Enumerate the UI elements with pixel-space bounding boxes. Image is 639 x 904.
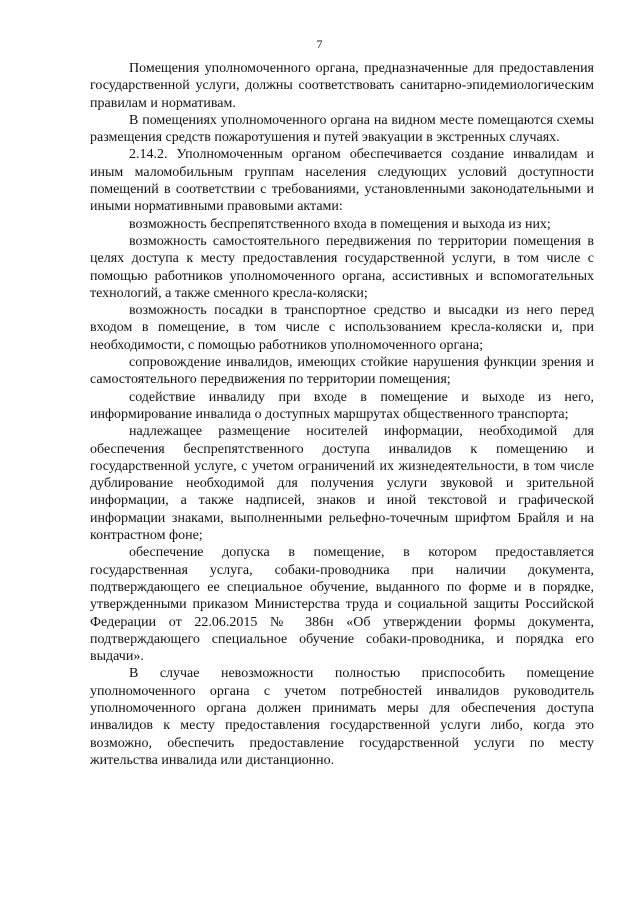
paragraph-impossibility-case: В случае невозможности полностью приспособить помещение уполномоченного органа с учетом потребностей инвалидов руководитель уполномоченного органа должен принимать меры для обеспечения доступа инвалидов к месту предоставления государственной услуги либо, когда это возможно, обеспечить предоставление государственной услуги по месту жительства инвалида или дистанционно. bbox=[90, 666, 594, 768]
paragraph-escort: сопровождение инвалидов, имеющих стойкие нарушения функции зрения и самостоятельного передвижения по территории помещения; bbox=[90, 355, 594, 388]
paragraph-guide-dog: обеспечение допуска в помещение, в котором предоставляется государственная услуга, собаки-проводника при наличии документа, подтверждающего ее специальное обучение, выданного по форме и в порядке, утвержденными приказом Министерства труда и социальной защиты Российской Федерации от 22.06.2015 № 386н «Об утверждении формы документа, подтверждающего специальное обучение собаки-проводника, и порядка его выдачи». bbox=[90, 545, 594, 665]
paragraph-premises-sanitary: Помещения уполномоченного органа, предназначенные для предоставления государственной услуги, должны соответствовать санитарно-эпидемиологическим правилам и нормативам. bbox=[90, 61, 594, 111]
paragraph-transport-boarding: возможность посадки в транспортное средство и высадки из него перед входом в помещение, в том числе с использованием кресла-коляски и, при необходимости, с помощью работников уполномоченного органа; bbox=[90, 303, 594, 353]
paragraph-assistance-informing: содействие инвалиду при входе в помещение и выходе из него, информирование инвалида о доступных маршрутах общественного транспорта; bbox=[90, 389, 594, 422]
document-body bbox=[90, 60, 594, 769]
paragraph-section-2-14-2: 2.14.2. Уполномоченным органом обеспечивается создание инвалидам и иным маломобильным группам населения следующих условий доступности помещений в соответствии с требованиями, установленными законодательными и иными нормативными правовыми актами: bbox=[90, 147, 594, 215]
paragraph-entry-exit: возможность беспрепятственного входа в помещения и выхода из них; bbox=[129, 216, 551, 232]
paragraph-evacuation-schemes: В помещениях уполномоченного органа на видном месте помещаются схемы размещения средств пожаротушения и путей эвакуации в экстренных случаях. bbox=[90, 112, 594, 146]
paragraph-information-carriers: надлежащее размещение носителей информации, необходимой для обеспечения беспрепятственного доступа инвалидов к помещению и государственной услуге, с учетом ограничений их жизнедеятельности, в том числе дублирование необходимой для получения услуги звуковой и зрительной информации, а также надписей, знаков и иной текстовой и графической информации знаками, выполненными рельефно-точечным шрифтом Брайля и на контрастном фоне; bbox=[90, 424, 594, 544]
paragraph-independent-movement: возможность самостоятельного передвижения по территории помещения в целях доступа к месту предоставления государственной услуги, в том числе с помощью работников уполномоченного органа, ассистивных и вспомогательных технологий, а также сменного кресла-коляски; bbox=[90, 233, 594, 301]
page-number: 7 bbox=[316, 37, 323, 51]
